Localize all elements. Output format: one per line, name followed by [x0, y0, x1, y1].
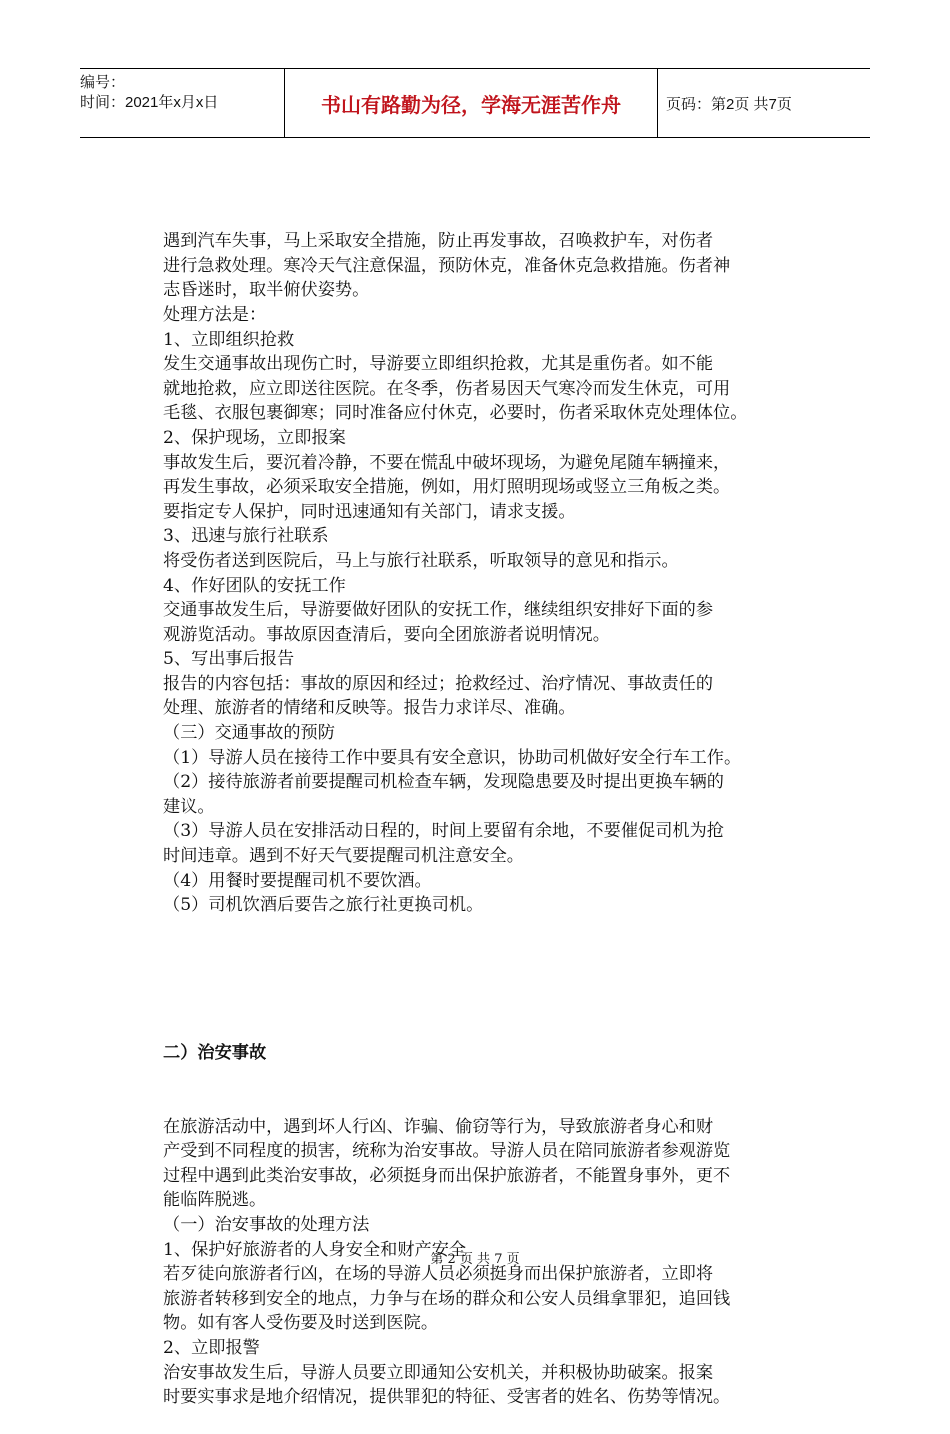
- text-line: 1、立即组织抢救: [163, 329, 295, 350]
- text-line: 志昏迷时，取半俯伏姿势。: [163, 280, 370, 301]
- text-line: 2、立即报警: [163, 1337, 260, 1358]
- text-line: 旅游者转移到安全的地点，力争与在场的群众和公安人员缉拿罪犯，追回钱: [163, 1288, 731, 1309]
- header-page-label: 页码：第2页 共7页: [666, 95, 792, 113]
- header-time-label: 时间：2021年x月x日: [80, 94, 219, 111]
- header-motto: 书山有路勤为径，学海无涯苦作舟: [284, 69, 658, 137]
- text-line: 处理、旅游者的情绪和反映等。报告力求详尽、准确。: [163, 698, 576, 719]
- text-line: 处理方法是：: [163, 304, 267, 325]
- text-line: （三）交通事故的预防: [163, 723, 335, 744]
- section-gap: [163, 967, 803, 992]
- text-line: 1、保护好旅游者的人身安全和财产安全: [163, 1239, 467, 1260]
- header-number-label: 编号：: [80, 74, 126, 91]
- header-meta: [80, 69, 284, 137]
- text-line: 建议。: [163, 796, 215, 817]
- text-line: 遇到汽车失事，马上采取安全措施，防止再发事故，召唤救护车，对伤者: [163, 231, 714, 252]
- text-line: （一）治安事故的处理方法: [163, 1214, 370, 1235]
- text-line: 2、保护现场，立即报案: [163, 427, 346, 448]
- body-section-1: [163, 229, 803, 918]
- text-line: 3、迅速与旅行社联系: [163, 526, 329, 547]
- text-line: （2）接待旅游者前要提醒司机检查车辆，发现隐患要及时提出更换车辆的: [163, 772, 724, 793]
- text-line: （1）导游人员在接待工作中要具有安全意识，协助司机做好安全行车工作。: [163, 747, 742, 768]
- text-line: 事故发生后，要沉着冷静，不要在慌乱中破坏现场，为避免尾随车辆撞来，: [163, 452, 731, 473]
- text-line: 若歹徒向旅游者行凶，在场的导游人员必须挺身而出保护旅游者，立即将: [163, 1264, 714, 1285]
- text-line: （3）导游人员在安排活动日程的，时间上要留有余地，不要催促司机为抢: [163, 821, 724, 842]
- page-footer: 第 2 页 共 7 页: [430, 1252, 520, 1267]
- text-line: 时间违章。遇到不好天气要提醒司机注意安全。: [163, 846, 524, 867]
- text-line: 4、作好团队的安抚工作: [163, 575, 346, 596]
- text-line: 能临阵脱逃。: [163, 1190, 267, 1211]
- text-line: 产受到不同程度的损害，统称为治安事故。导游人员在陪同旅游者参观游览: [163, 1141, 731, 1162]
- text-line: 在旅游活动中，遇到坏人行凶、诈骗、偷窃等行为，导致旅游者身心和财: [163, 1116, 714, 1137]
- text-line: 进行急救处理。寒冷天气注意保温，预防休克，准备休克急救措施。伤者神: [163, 255, 731, 276]
- text-line: 发生交通事故出现伤亡时，导游要立即组织抢救，尤其是重伤者。如不能: [163, 354, 714, 375]
- text-line: 要指定专人保护，同时迅速通知有关部门，请求支援。: [163, 501, 576, 522]
- text-line: 再发生事故，必须采取安全措施，例如，用灯照明现场或竖立三角板之类。: [163, 477, 731, 498]
- document-header: [80, 68, 870, 138]
- text-line: 物。如有客人受伤要及时送到医院。: [163, 1313, 439, 1334]
- text-line: 时要实事求是地介绍情况，提供罪犯的特征、受害者的姓名、伤势等情况。: [163, 1387, 731, 1408]
- text-line: 治安事故发生后，导游人员要立即通知公安机关，并积极协助破案。报案: [163, 1362, 714, 1383]
- text-line: （4）用餐时要提醒司机不要饮酒。: [163, 870, 432, 891]
- text-line: 就地抢救，应立即送往医院。在冬季，伤者易因天气寒冷而发生休克，可用: [163, 378, 731, 399]
- text-line: 毛毯、衣服包裹御寒；同时准备应付休克，必要时，伤者采取休克处理体位。: [163, 403, 748, 424]
- section-title: 二）治安事故: [163, 1042, 267, 1063]
- text-line: （5）司机饮酒后要告之旅行社更换司机。: [163, 895, 484, 916]
- text-line: 将受伤者送到医院后，马上与旅行社联系，听取领导的意见和指示。: [163, 550, 679, 571]
- text-line: 5、写出事后报告: [163, 649, 295, 670]
- text-line: 观游览活动。事故原因查清后，要向全团旅游者说明情况。: [163, 624, 610, 645]
- text-line: 过程中遇到此类治安事故，必须挺身而出保护旅游者，不能置身事外，更不: [163, 1165, 731, 1186]
- document-body: [163, 180, 803, 1434]
- text-line: 报告的内容包括：事故的原因和经过；抢救经过、治疗情况、事故责任的: [163, 673, 714, 694]
- text-line: 交通事故发生后，导游要做好团队的安抚工作，继续组织安排好下面的参: [163, 600, 714, 621]
